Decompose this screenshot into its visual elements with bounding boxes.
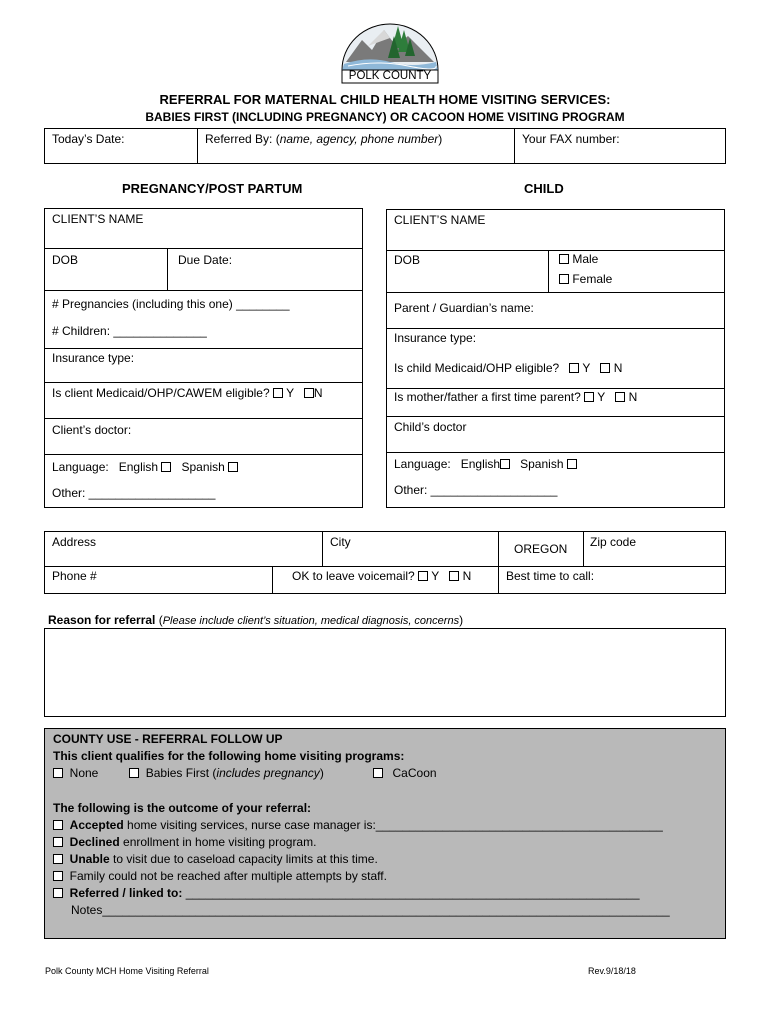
child-spanish-label: Spanish xyxy=(520,457,564,471)
child-medicaid-yes-label: Y xyxy=(582,361,591,375)
child-dob-field[interactable]: DOB xyxy=(394,253,421,267)
female-checkbox[interactable] xyxy=(559,274,569,284)
city-field[interactable]: City xyxy=(330,535,351,549)
reason-label: Reason for referral xyxy=(48,613,156,627)
child-sex-female xyxy=(559,272,612,286)
due-date-field[interactable]: Due Date: xyxy=(178,253,233,267)
child-language-label: Language: xyxy=(394,457,451,471)
child-other-language-field[interactable]: Other: ___________________ xyxy=(394,483,558,497)
child-medicaid-no-checkbox[interactable] xyxy=(600,363,610,373)
footer-right: Rev.9/18/18 xyxy=(588,966,636,976)
program-none-label: None xyxy=(69,766,99,780)
male-checkbox[interactable] xyxy=(559,254,569,264)
pregnancy-english-checkbox[interactable] xyxy=(161,462,171,472)
pregnancy-section-title: PREGNANCY/POST PARTUM xyxy=(122,181,303,196)
child-language-row xyxy=(394,457,577,471)
pregnancy-spanish-label: Spanish xyxy=(181,460,225,474)
pregnancy-medicaid-no-checkbox[interactable] xyxy=(304,388,314,398)
accepted-label: Accepted xyxy=(69,818,124,832)
accepted-text: home visiting services, nurse case manager is:___________________________________________ xyxy=(123,818,663,832)
referred-checkbox[interactable] xyxy=(53,888,63,898)
county-logo xyxy=(338,18,442,84)
county-use-section xyxy=(44,728,726,939)
pregnancies-count-field[interactable]: # Pregnancies (including this one) ________ xyxy=(52,297,290,311)
first-time-yes-checkbox[interactable] xyxy=(584,392,594,402)
pregnancy-medicaid-no-label: N xyxy=(313,386,323,400)
voicemail-question xyxy=(292,569,471,583)
phone-field[interactable]: Phone # xyxy=(52,569,97,583)
pregnancy-dob-field[interactable]: DOB xyxy=(52,253,79,267)
state-value: OREGON xyxy=(514,542,568,556)
outcome-accepted xyxy=(53,818,663,832)
fax-field[interactable]: Your FAX number: xyxy=(522,132,620,146)
babies-first-hint: includes pregnancy xyxy=(216,766,320,780)
cacoon-label: CaCoon xyxy=(392,766,437,780)
family-unreachable-checkbox[interactable] xyxy=(53,871,63,881)
first-time-no-label: N xyxy=(628,390,638,404)
declined-checkbox[interactable] xyxy=(53,837,63,847)
form-subtitle: BABIES FIRST (INCLUDING PREGNANCY) OR CACOON HOME VISITING PROGRAM xyxy=(145,110,625,124)
voicemail-no-label: N xyxy=(462,569,472,583)
reason-heading xyxy=(48,613,463,627)
pregnancy-english-label: English xyxy=(118,460,159,474)
child-section-title: CHILD xyxy=(524,181,564,196)
referred-by-hint: name, agency, phone number xyxy=(279,132,439,146)
child-spanish-checkbox[interactable] xyxy=(567,459,577,469)
child-medicaid-yes-checkbox[interactable] xyxy=(569,363,579,373)
family-unreachable-text: Family could not be reached after multiple attempts by staff. xyxy=(69,869,387,883)
reason-hint: Please include client’s situation, medical diagnosis, concerns xyxy=(162,615,460,627)
outcome-heading: The following is the outcome of your referral: xyxy=(53,801,312,815)
unable-text: to visit due to caseload capacity limits at this time. xyxy=(109,852,378,866)
female-label: Female xyxy=(572,272,613,286)
pregnancy-medicaid-yes-label: Y xyxy=(286,386,294,400)
reason-hint-close: ) xyxy=(459,613,464,627)
children-count-field[interactable]: # Children: ______________ xyxy=(52,324,207,338)
notes-field[interactable]: Notes_____________________________________________________________________________________ xyxy=(71,903,670,917)
form-title: REFERRAL FOR MATERNAL CHILD HEALTH HOME VISITING SERVICES: xyxy=(159,92,611,107)
outcome-declined xyxy=(53,835,316,849)
child-english-checkbox[interactable] xyxy=(500,459,510,469)
outcome-family-unreachable xyxy=(53,869,387,883)
pregnancy-language-row xyxy=(52,460,238,474)
voicemail-yes-checkbox[interactable] xyxy=(418,571,428,581)
child-medicaid-no-label: N xyxy=(613,361,623,375)
pregnancy-medicaid-question xyxy=(52,386,323,400)
child-client-name-field[interactable]: CLIENT’S NAME xyxy=(394,213,486,227)
todays-date-field[interactable]: Today’s Date: xyxy=(52,132,125,146)
referred-by-label: Referred By: ( xyxy=(205,132,280,146)
program-babies-first-checkbox[interactable] xyxy=(129,768,139,778)
program-cacoon-checkbox[interactable] xyxy=(373,768,383,778)
first-time-parent-label: Is mother/father a first time parent? xyxy=(394,390,581,404)
reason-hint-open: ( xyxy=(155,613,163,627)
guardian-name-field[interactable]: Parent / Guardian’s name: xyxy=(394,301,534,315)
child-english-label: English xyxy=(460,457,501,471)
first-time-yes-label: Y xyxy=(597,390,606,404)
address-field[interactable]: Address xyxy=(52,535,97,549)
best-time-field[interactable]: Best time to call: xyxy=(506,569,595,583)
voicemail-yes-label: Y xyxy=(431,569,440,583)
declined-label: Declined xyxy=(69,835,120,849)
footer-left: Polk County MCH Home Visiting Referral xyxy=(45,966,209,976)
program-options-row xyxy=(53,766,437,780)
child-doctor-field[interactable]: Child’s doctor xyxy=(394,420,467,434)
outcome-referred xyxy=(53,886,640,900)
unable-checkbox[interactable] xyxy=(53,854,63,864)
pregnancy-doctor-field[interactable]: Client’s doctor: xyxy=(52,423,132,437)
pregnancy-language-label: Language: xyxy=(52,460,109,474)
pregnancy-medicaid-label: Is client Medicaid/OHP/CAWEM eligible? xyxy=(52,386,270,400)
logo-text: POLK COUNTY xyxy=(348,70,432,82)
pregnancy-other-language-field[interactable]: Other: ___________________ xyxy=(52,486,216,500)
child-insurance-field[interactable]: Insurance type: xyxy=(394,331,477,345)
zip-code-field[interactable]: Zip code xyxy=(590,535,637,549)
voicemail-no-checkbox[interactable] xyxy=(449,571,459,581)
voicemail-label: OK to leave voicemail? xyxy=(292,569,415,583)
referred-label: Referred / linked to: xyxy=(69,886,183,900)
program-none-checkbox[interactable] xyxy=(53,768,63,778)
county-use-title: COUNTY USE - REFERRAL FOLLOW UP xyxy=(53,732,283,746)
referred-by-field[interactable] xyxy=(205,132,442,146)
reason-textarea[interactable] xyxy=(44,628,726,717)
babies-first-close: ) xyxy=(319,766,324,780)
first-time-no-checkbox[interactable] xyxy=(615,392,625,402)
babies-first-label: Babies First ( xyxy=(145,766,217,780)
first-time-parent-question xyxy=(394,390,637,404)
male-label: Male xyxy=(572,252,599,266)
child-medicaid-question xyxy=(394,361,622,375)
qualifies-heading: This client qualifies for the following home visiting programs: xyxy=(53,749,405,763)
accepted-checkbox[interactable] xyxy=(53,820,63,830)
referred-text: ____________________________________________________________________ xyxy=(182,886,640,900)
unable-label: Unable xyxy=(69,852,110,866)
child-sex-male xyxy=(559,252,598,266)
referred-by-close: ) xyxy=(438,132,443,146)
pregnancy-medicaid-yes-checkbox[interactable] xyxy=(273,388,283,398)
declined-text: enrollment in home visiting program. xyxy=(119,835,317,849)
pregnancy-insurance-field[interactable]: Insurance type: xyxy=(52,351,135,365)
pregnancy-client-name-field[interactable]: CLIENT’S NAME xyxy=(52,212,144,226)
outcome-unable xyxy=(53,852,378,866)
pregnancy-spanish-checkbox[interactable] xyxy=(228,462,238,472)
child-medicaid-label: Is child Medicaid/OHP eligible? xyxy=(394,361,560,375)
